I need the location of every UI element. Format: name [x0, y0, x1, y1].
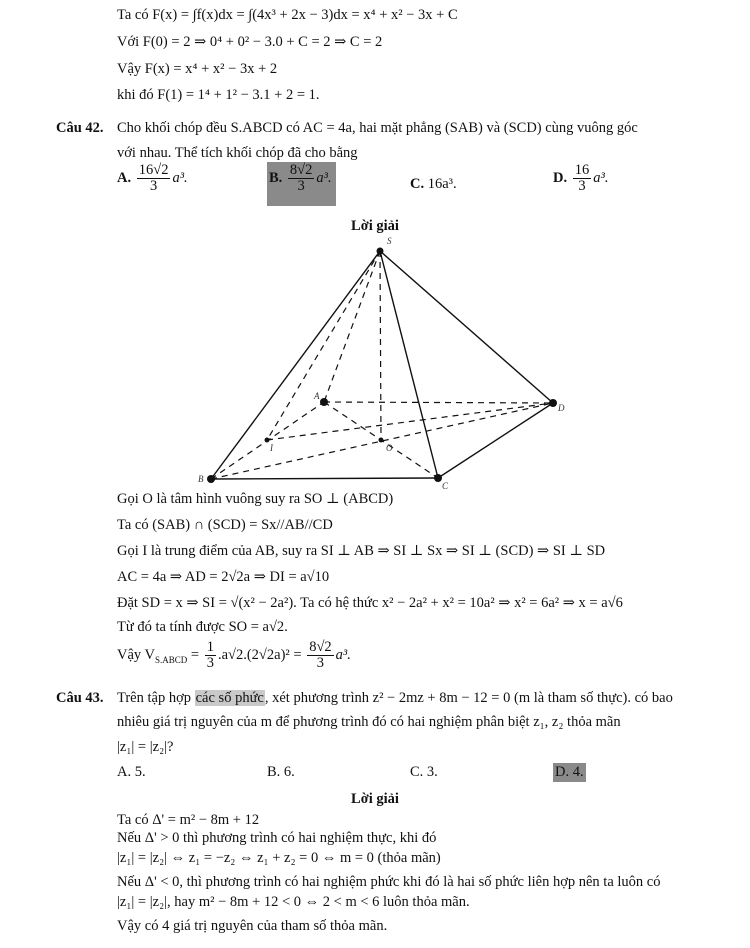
volume-subscript: S.ABCD — [155, 654, 188, 665]
segment-si — [267, 251, 380, 440]
option-b-denominator: 3 — [297, 178, 305, 194]
volume-fraction-1-num: 1 — [206, 639, 214, 656]
q42-sol-2: Ta có (SAB) ∩ (SCD) = Sx//AB//CD — [117, 517, 333, 533]
top-line-3: Vậy F(x) = x⁴ + x² − 3x + 2 — [117, 61, 278, 77]
q43-option-b: B. 6. — [267, 764, 295, 780]
volume-eq: = — [187, 647, 203, 663]
label-i: I — [270, 443, 273, 453]
volume-tail: a³. — [335, 647, 351, 663]
edge-sa — [324, 251, 380, 402]
option-b-label: B. — [269, 169, 283, 186]
q42-sol-3: Gọi I là trung điểm của AB, suy ra SI ⊥ AB ⇒ SI ⊥ Sx ⇒ SI ⊥ (SCD) ⇒ SI ⊥ SD — [117, 543, 606, 559]
point-a — [320, 398, 328, 406]
volume-fraction-1-den: 3 — [206, 655, 214, 672]
label-s: S — [387, 236, 392, 246]
q43-option-a: A. 5. — [117, 764, 146, 780]
label-o: O — [386, 443, 393, 453]
q42-sol-5: Đặt SD = x ⇒ SI = √(x² − 2a²). Ta có hệ thức x² − 2a² + x² = 10a² ⇒ x² = 6a² ⇒ x = a√6 — [117, 595, 623, 611]
top-line-1: Ta có F(x) = ∫f(x)dx = ∫(4x³ + 2x − 3)dx = x⁴ + x² − 3x + C — [117, 7, 458, 23]
option-b-tail: a³. — [316, 169, 332, 186]
q43-text-3: |z₁| = |z₂|? — [117, 739, 174, 755]
option-d-fraction — [573, 163, 592, 194]
option-c-value: 16a³. — [427, 176, 457, 192]
edge-sd — [380, 251, 553, 403]
edge-bc — [211, 478, 438, 479]
q42-label: Câu 42. — [56, 120, 104, 136]
volume-fraction-2-den: 3 — [316, 655, 325, 672]
q43-highlight: các số phức — [195, 690, 264, 706]
q42-option-c — [410, 176, 457, 193]
point-o — [379, 438, 384, 443]
option-d-label: D. — [553, 169, 568, 186]
point-b — [207, 475, 215, 483]
segment-so — [380, 251, 381, 440]
label-d: D — [558, 403, 565, 413]
q43-text-1-pre: Trên tập hợp — [117, 690, 195, 706]
option-d-numerator: 16 — [574, 162, 590, 178]
option-a-fraction — [137, 163, 171, 194]
label-a: A — [314, 391, 320, 401]
top-line-2: Với F(0) = 2 ⇒ 0⁴ + 0² − 3.0 + C = 2 ⇒ C = 2 — [117, 34, 383, 50]
point-i — [265, 438, 270, 443]
edge-ad — [324, 402, 553, 403]
label-b: B — [198, 474, 204, 484]
volume-fraction-1 — [205, 640, 216, 671]
q42-text-2: với nhau. Thể tích khối chóp đã cho bằng — [117, 145, 358, 161]
volume-prefix: Vậy V — [117, 647, 155, 663]
q42-sol-6: Từ đó ta tính được SO = a√2. — [117, 619, 288, 635]
option-d-denominator: 3 — [578, 178, 586, 194]
option-b-fraction — [288, 163, 314, 194]
q42-text-1: Cho khối chóp đều S.ABCD có AC = 4a, hai mặt phẳng (SAB) và (SCD) cùng vuông góc — [117, 120, 638, 136]
q43-sol-5: |z₁| = |z₂|, hay m² − 8m + 12 < 0 ⇔ 2 < m < 6 luôn thỏa mãn. — [117, 894, 470, 910]
q43-sol-3: |z₁| = |z₂| ⇔ z₁ = −z₂ ⇔ z₁ + z₂ = 0 ⇔ m = 0 (thỏa mãn) — [117, 850, 441, 866]
option-d-tail: a³. — [593, 169, 609, 186]
q43-option-c: C. 3. — [410, 764, 438, 780]
option-c-label: C. — [410, 176, 425, 192]
q43-text-1-post: , xét phương trình z² − 2mz + 8m − 12 = 0 (m là tham số thực). có bao — [264, 690, 673, 706]
label-c: C — [442, 481, 449, 491]
q42-sol-4: AC = 4a ⇒ AD = 2√2a ⇒ DI = a√10 — [117, 569, 330, 585]
q42-sol-1: Gọi O là tâm hình vuông suy ra SO ⊥ (ABCD) — [117, 491, 394, 507]
volume-mid: .a√2.(2√2a)² = — [217, 647, 306, 663]
q43-solution-title: Lời giải — [351, 791, 399, 807]
q42-option-d — [553, 163, 608, 194]
pyramid-figure — [0, 232, 750, 492]
point-c — [434, 474, 442, 482]
option-a-numerator: 16√2 — [138, 162, 169, 178]
volume-fraction-2 — [307, 640, 333, 671]
q43-text-1 — [117, 689, 673, 707]
edge-sb — [211, 251, 380, 479]
q42-sol-7 — [117, 638, 351, 677]
q43-sol-1: Ta có Δ' = m² − 8m + 12 — [117, 812, 260, 828]
option-a-tail: a³. — [172, 169, 188, 186]
option-a-denominator: 3 — [149, 178, 158, 194]
q43-option-d: D. 4. — [555, 764, 584, 780]
q43-sol-4: Nếu Δ' < 0, thì phương trình có hai nghiệm phức khi đó là hai số phức liên hợp nên ta luôn có — [117, 874, 661, 890]
q43-sol-6: Vậy có 4 giá trị nguyên của tham số thỏa mãn. — [117, 918, 388, 934]
q43-label: Câu 43. — [56, 690, 104, 706]
q42-solution-title: Lời giải — [351, 218, 399, 234]
point-d — [549, 399, 557, 407]
q43-text-2: nhiêu giá trị nguyên của m để phương trình đó có hai nghiệm phân biệt z₁, z₂ thỏa mãn — [117, 714, 621, 730]
edge-cd — [438, 403, 553, 478]
q43-sol-2: Nếu Δ' > 0 thì phương trình có hai nghiệm thực, khi đó — [117, 830, 437, 846]
q42-option-b-highlight — [267, 162, 336, 206]
option-a-label: A. — [117, 169, 132, 186]
volume-fraction-2-num: 8√2 — [309, 639, 332, 656]
q42-option-a — [117, 163, 188, 194]
point-s — [377, 248, 384, 255]
option-b-numerator: 8√2 — [289, 162, 313, 178]
top-line-4: khi đó F(1) = 1⁴ + 1² − 3.1 + 2 = 1. — [117, 87, 320, 103]
